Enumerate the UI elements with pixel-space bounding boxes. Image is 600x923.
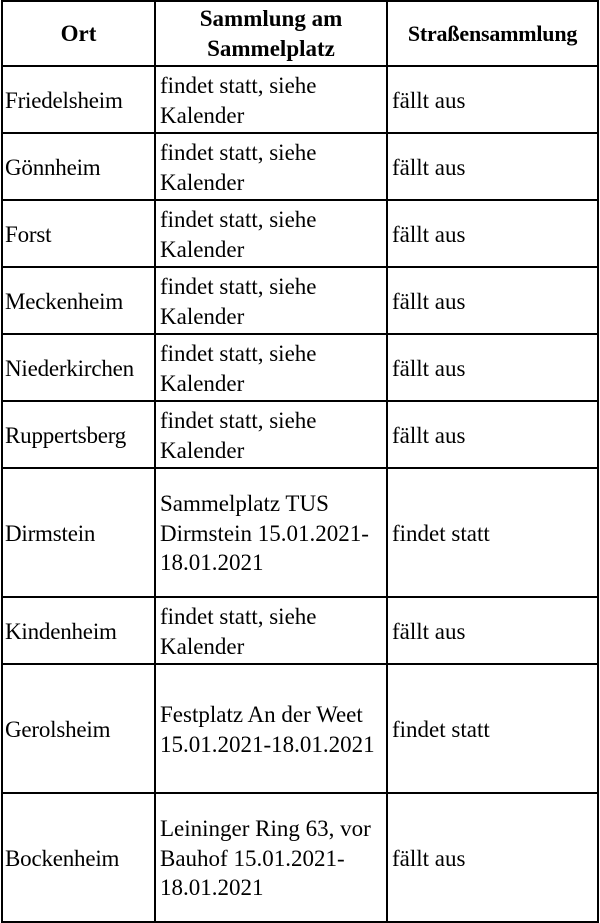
cell-sammelplatz: Sammelplatz TUS Dirmstein 15.01.2021-18.01.2021	[155, 468, 387, 597]
cell-strassensammlung: findet statt	[387, 468, 598, 597]
cell-sammelplatz: findet statt, siehe Kalender	[155, 334, 387, 401]
table-row	[2, 200, 598, 267]
table-row	[2, 793, 598, 922]
table-row	[2, 664, 598, 793]
cell-sammelplatz: findet statt, siehe Kalender	[155, 267, 387, 334]
cell-ort: Dirmstein	[2, 468, 155, 597]
cell-ort: Niederkirchen	[2, 334, 155, 401]
table-row	[2, 267, 598, 334]
cell-ort: Kindenheim	[2, 597, 155, 664]
cell-ort: Meckenheim	[2, 267, 155, 334]
cell-strassensammlung: fällt aus	[387, 66, 598, 133]
table-row	[2, 334, 598, 401]
cell-ort: Bockenheim	[2, 793, 155, 922]
header-ort: Ort	[2, 1, 155, 66]
table-row	[2, 66, 598, 133]
cell-strassensammlung: findet statt	[387, 664, 598, 793]
cell-strassensammlung: fällt aus	[387, 793, 598, 922]
table-row	[2, 401, 598, 468]
cell-sammelplatz: Festplatz An der Weet 15.01.2021-18.01.2021	[155, 664, 387, 793]
cell-strassensammlung: fällt aus	[387, 401, 598, 468]
cell-ort: Friedelsheim	[2, 66, 155, 133]
cell-sammelplatz: findet statt, siehe Kalender	[155, 133, 387, 200]
header-sammelplatz: Sammlung am Sammelplatz	[155, 1, 387, 66]
table-row	[2, 133, 598, 200]
cell-ort: Ruppertsberg	[2, 401, 155, 468]
cell-strassensammlung: fällt aus	[387, 267, 598, 334]
cell-sammelplatz: findet statt, siehe Kalender	[155, 66, 387, 133]
collection-table	[1, 0, 599, 923]
cell-ort: Gönnheim	[2, 133, 155, 200]
cell-strassensammlung: fällt aus	[387, 597, 598, 664]
cell-strassensammlung: fällt aus	[387, 200, 598, 267]
cell-sammelplatz: findet statt, siehe Kalender	[155, 200, 387, 267]
cell-ort: Gerolsheim	[2, 664, 155, 793]
cell-sammelplatz: findet statt, siehe Kalender	[155, 597, 387, 664]
table-header-row	[2, 1, 598, 66]
table-row	[2, 468, 598, 597]
cell-strassensammlung: fällt aus	[387, 133, 598, 200]
cell-strassensammlung: fällt aus	[387, 334, 598, 401]
cell-ort: Forst	[2, 200, 155, 267]
cell-sammelplatz: Leininger Ring 63, vor Bauhof 15.01.2021-18.01.2021	[155, 793, 387, 922]
header-strassensammlung: Straßensammlung	[387, 1, 598, 66]
cell-sammelplatz: findet statt, siehe Kalender	[155, 401, 387, 468]
table-row	[2, 597, 598, 664]
